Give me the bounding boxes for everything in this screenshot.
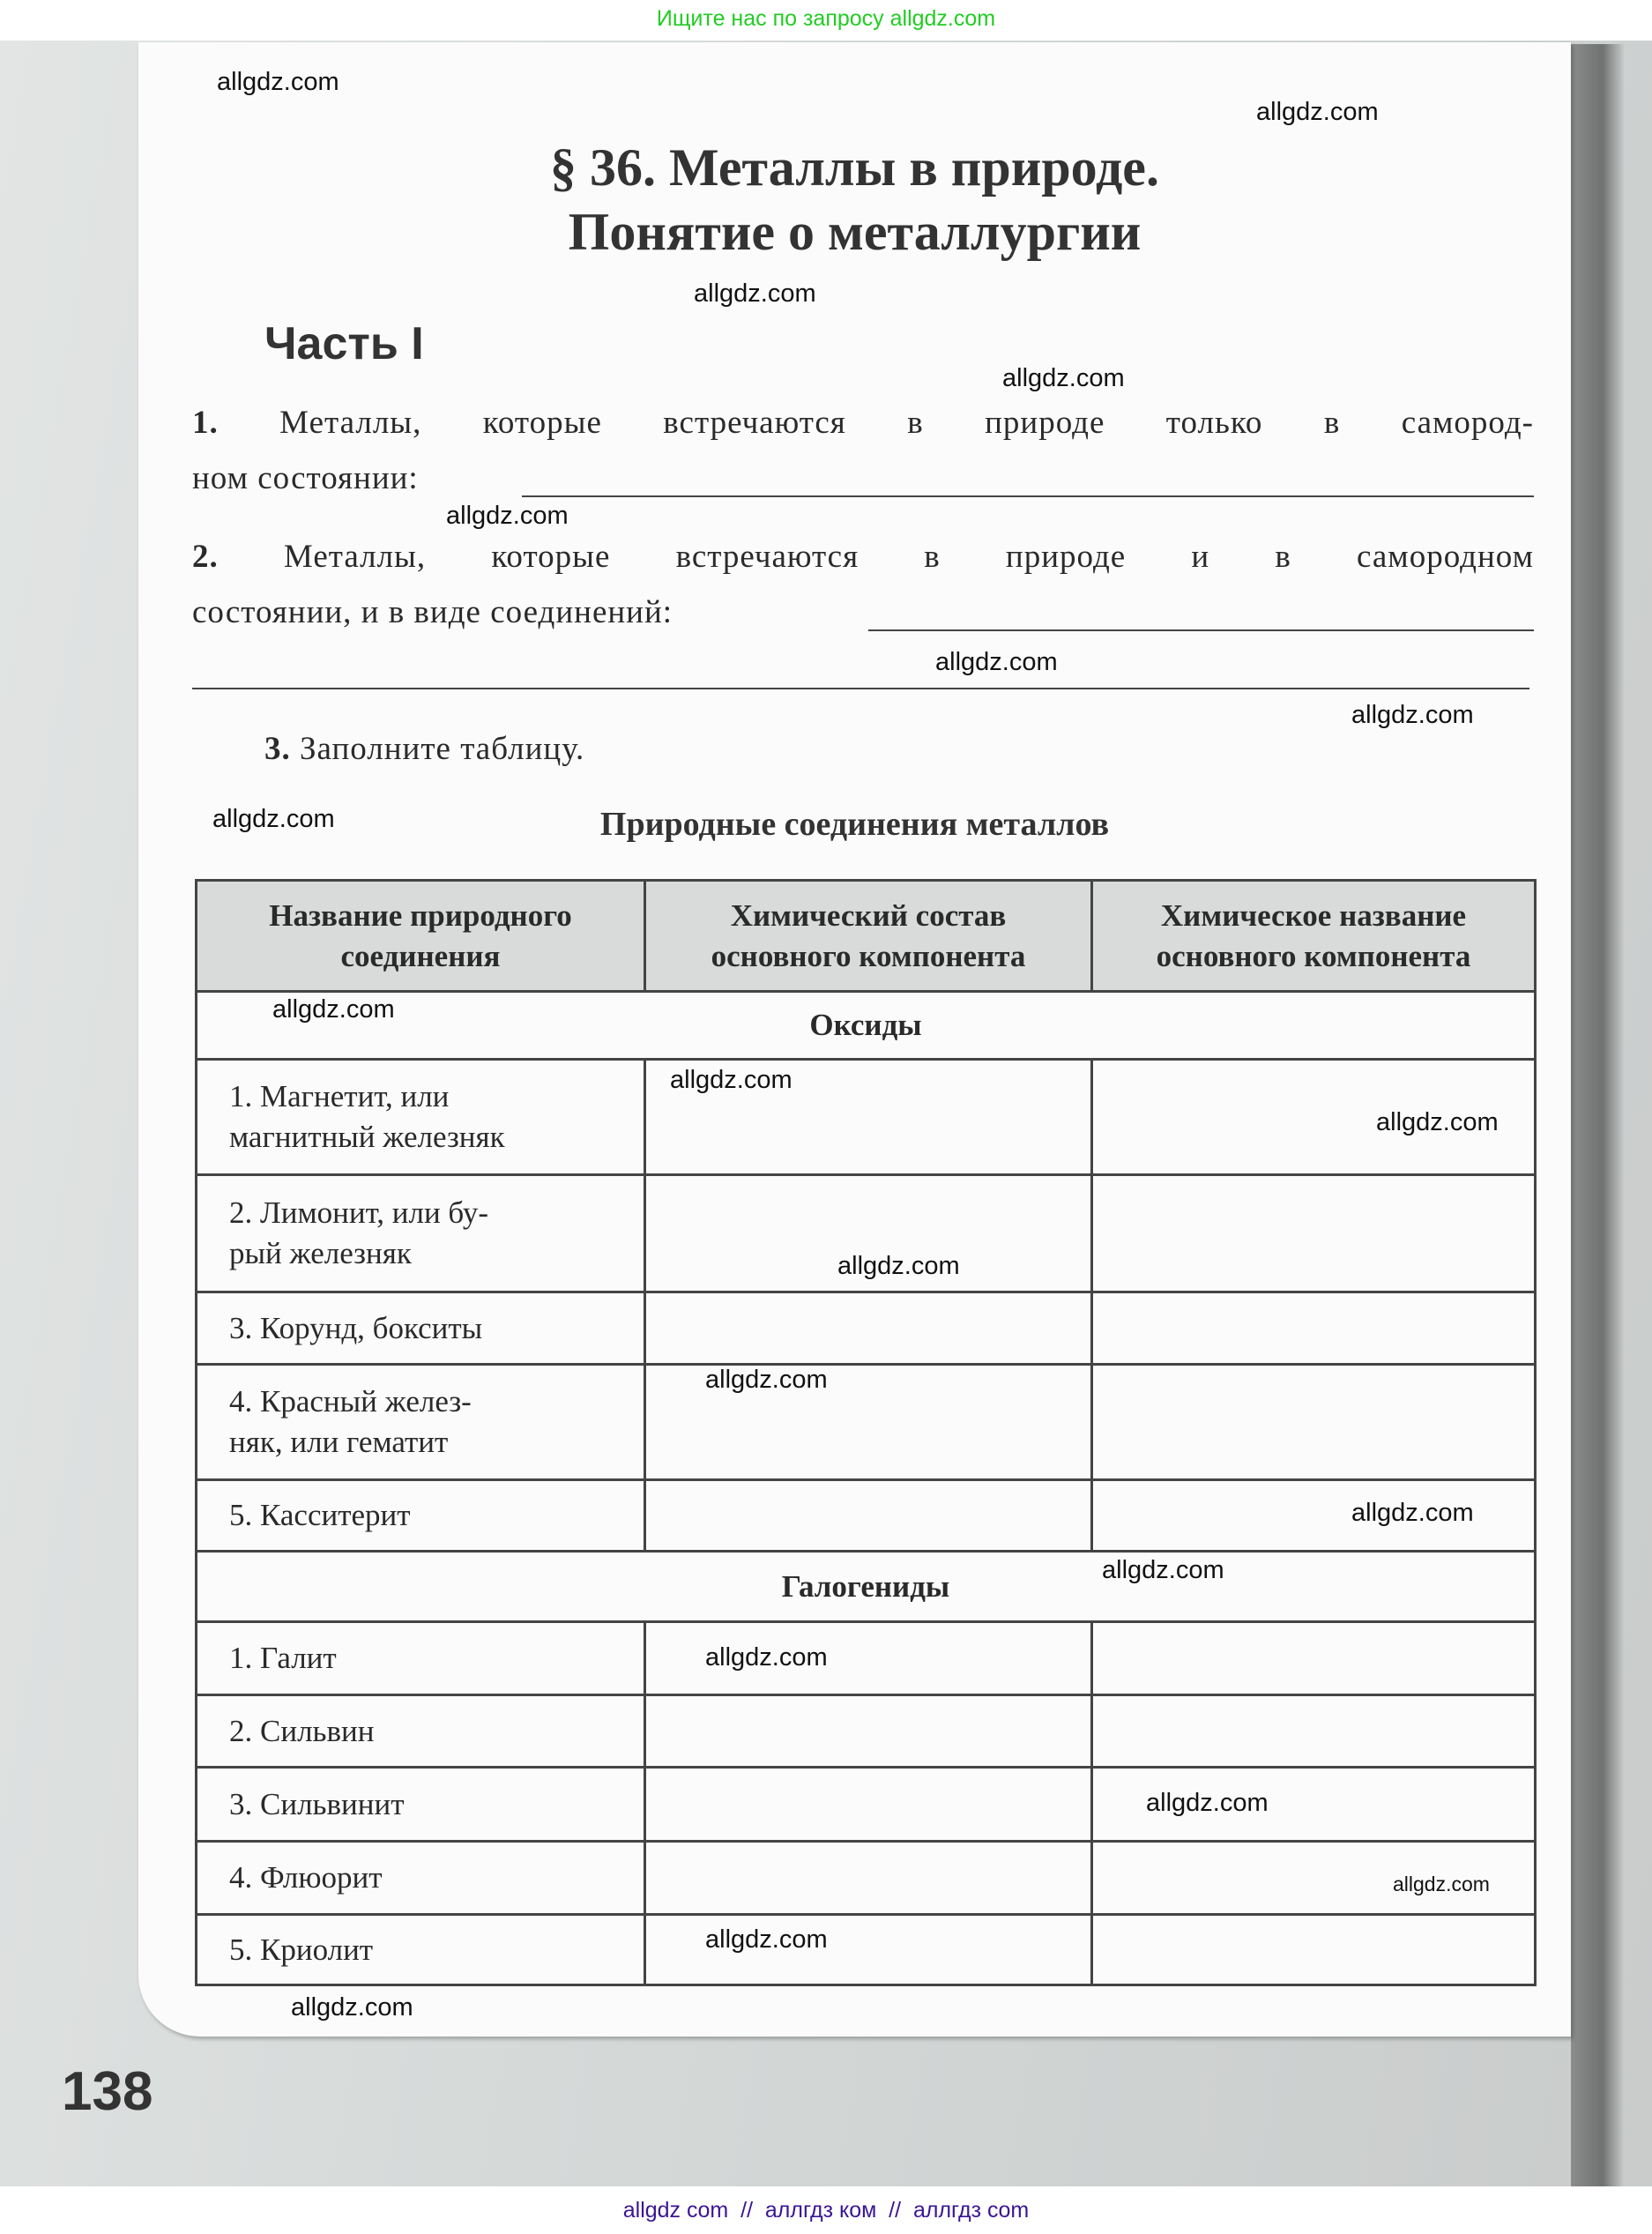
watermark: allgdz.com	[272, 995, 395, 1024]
chemical-name-cell[interactable]	[1092, 1365, 1536, 1480]
part-label: Часть I	[264, 318, 424, 369]
section-label: Оксиды	[197, 992, 1536, 1060]
chemical-name-cell[interactable]	[1092, 1175, 1536, 1292]
task-1-line1	[192, 404, 1534, 443]
composition-cell[interactable]	[645, 1842, 1092, 1915]
chemical-name-cell[interactable]	[1092, 1622, 1536, 1695]
table-title: Природные соединения металлов	[599, 806, 1110, 843]
table-row	[197, 1365, 1536, 1480]
column-header-composition: Химический состав основного компонента	[645, 881, 1092, 992]
answer-line-1[interactable]	[522, 495, 1534, 497]
task-2-line1	[192, 538, 1534, 577]
watermark: allgdz.com	[446, 502, 569, 530]
table-row	[197, 1060, 1536, 1175]
watermark: allgdz.com	[705, 1366, 828, 1394]
table-row	[197, 1768, 1536, 1842]
section-title-line2: Понятие о металлургии	[568, 203, 1142, 261]
watermark: allgdz.com	[670, 1066, 793, 1094]
composition-cell[interactable]	[645, 1695, 1092, 1768]
footer-text: allgdz com // аллгдз ком // аллгдз com	[622, 2198, 1030, 2223]
watermark: allgdz.com	[1351, 1499, 1474, 1527]
compound-name: 4. Флюорит	[197, 1842, 645, 1915]
compound-name: 5. Касситерит	[197, 1480, 645, 1552]
composition-cell[interactable]	[645, 1292, 1092, 1365]
top-banner	[0, 0, 1652, 41]
task-number: 1.	[192, 405, 219, 441]
book-spine-shadow	[1571, 44, 1624, 2186]
compound-name: 2. Сильвин	[197, 1695, 645, 1768]
compound-name: 5. Криолит	[197, 1915, 645, 1985]
answer-line-2a[interactable]	[868, 629, 1534, 631]
task-2-line2: состоянии, и в виде соединений:	[192, 594, 673, 630]
section-title-line1: § 36. Металлы в природе.	[550, 138, 1159, 197]
compound-name: 3. Сильвинит	[197, 1768, 645, 1842]
table-row	[197, 1915, 1536, 1985]
watermark: allgdz.com	[1376, 1108, 1499, 1136]
task-text: Металлы, которые встречаются в природе только в самород-	[279, 405, 1534, 441]
compound-name: 1. Галит	[197, 1622, 645, 1695]
composition-cell[interactable]	[645, 1768, 1092, 1842]
watermark: allgdz.com	[1351, 701, 1474, 729]
task-text: Заполните таблицу.	[300, 731, 585, 767]
section-row-halides	[197, 1552, 1536, 1622]
table-row	[197, 1842, 1536, 1915]
top-banner-text: Ищите нас по запросу allgdz.com	[656, 6, 996, 31]
watermark: allgdz.com	[217, 68, 339, 96]
compound-name: 2. Лимонит, или бу- рый железняк	[197, 1175, 645, 1292]
table-row	[197, 1695, 1536, 1768]
footer-banner	[0, 2186, 1652, 2234]
watermark: allgdz.com	[935, 648, 1058, 676]
watermark: allgdz.com	[1146, 1789, 1269, 1817]
chemical-name-cell[interactable]	[1092, 1695, 1536, 1768]
watermark: allgdz.com	[705, 1643, 828, 1672]
task-number: 3.	[264, 731, 291, 767]
task-text: Металлы, которые встречаются в природе и в самородном	[283, 539, 1534, 575]
section-label: Галогениды	[197, 1552, 1536, 1622]
watermark: allgdz.com	[705, 1925, 828, 1954]
chemical-name-cell[interactable]	[1092, 1292, 1536, 1365]
watermark: allgdz.com	[694, 279, 816, 308]
answer-line-2b[interactable]	[192, 688, 1529, 689]
compound-name: 3. Корунд, бокситы	[197, 1292, 645, 1365]
page-number: 138	[62, 2061, 153, 2122]
table-header-row	[197, 881, 1536, 992]
section-row-oxides	[197, 992, 1536, 1060]
metal-compounds-table	[195, 879, 1537, 1986]
chemical-name-cell[interactable]	[1092, 1915, 1536, 1985]
compound-name: 4. Красный желез- няк, или гематит	[197, 1365, 645, 1480]
compound-name: 1. Магнетит, или магнитный железняк	[197, 1060, 645, 1175]
table-row	[197, 1292, 1536, 1365]
composition-cell[interactable]	[645, 1480, 1092, 1552]
watermark: allgdz.com	[1256, 98, 1379, 126]
watermark: allgdz.com	[291, 1993, 413, 2022]
watermark: allgdz.com	[837, 1252, 960, 1280]
watermark: allgdz.com	[1393, 1873, 1490, 1895]
watermark: allgdz.com	[1002, 364, 1125, 392]
table-row	[197, 1622, 1536, 1695]
task-3	[264, 730, 584, 769]
task-number: 2.	[192, 539, 219, 575]
task-1-line2: ном состоянии:	[192, 460, 419, 496]
watermark: allgdz.com	[212, 805, 335, 833]
column-header-name: Название природного соединения	[197, 881, 645, 992]
column-header-chemical-name: Химическое название основного компонента	[1092, 881, 1536, 992]
table-row	[197, 1480, 1536, 1552]
watermark: allgdz.com	[1102, 1556, 1224, 1584]
